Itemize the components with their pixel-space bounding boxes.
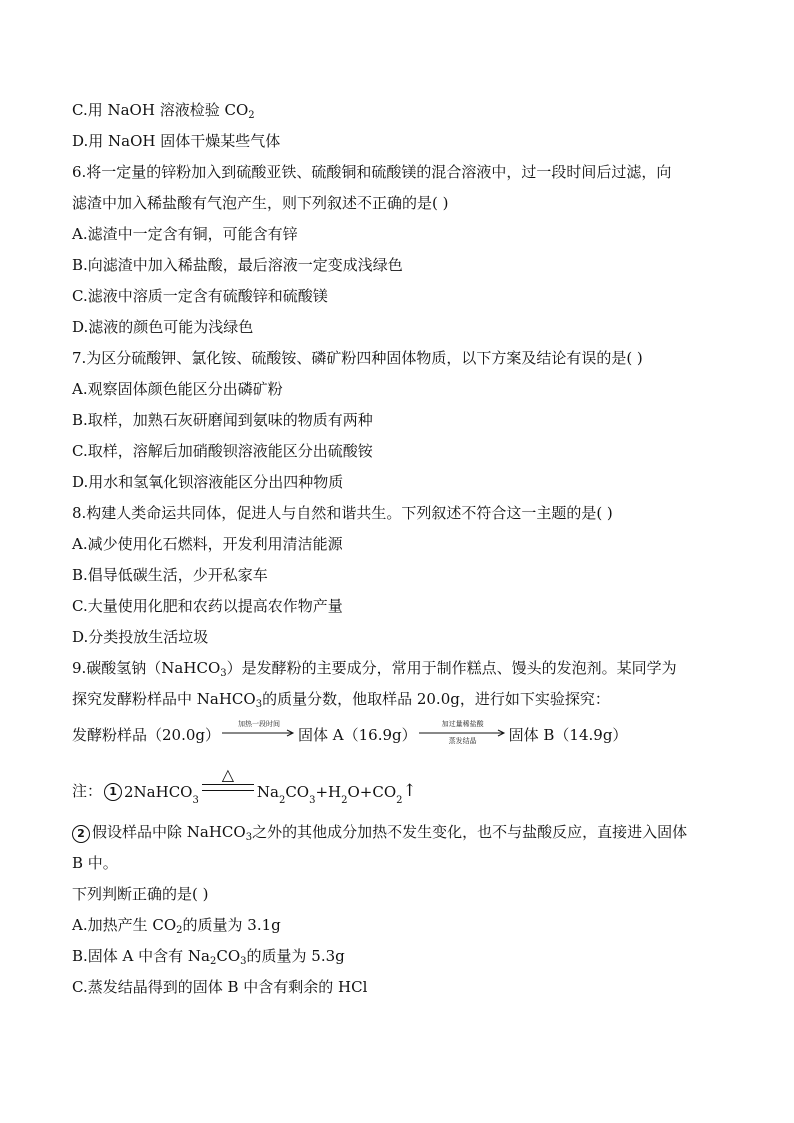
- note-equation: 注： 1 2NaHCO 3 △ Na 2 CO 3 +H 2 O+CO 2 ↑: [72, 765, 417, 806]
- option-text: B.固体 A 中含有 Na: [72, 947, 210, 965]
- question-9-option-b: [72, 941, 722, 972]
- option-text: D.分类投放生活垃圾: [72, 628, 209, 646]
- question-7-option-a: [72, 374, 722, 405]
- option-text: C.用 NaOH 溶液检验 CO: [72, 101, 249, 119]
- question-8-option-d: [72, 622, 722, 653]
- question-6-option-a: [72, 219, 722, 250]
- question-text: 8.构建人类命运共同体，促进人与自然和谐共生。下列叙述不符合这一主题的是( ): [72, 504, 613, 522]
- circled-number-1: 1: [104, 783, 122, 801]
- note-text: B 中。: [72, 854, 118, 872]
- question-7-option-d: [72, 467, 722, 498]
- subscript: 3: [245, 832, 253, 843]
- option-text: D.滤液的颜色可能为浅绿色: [72, 318, 254, 336]
- option-text: C.大量使用化肥和农药以提高农作物产量: [72, 597, 343, 615]
- arrow-label: 加过量稀盐酸: [441, 720, 484, 728]
- flow-arrow-heat: [222, 720, 296, 746]
- flow-end: 固体 B（14.9g）: [508, 726, 628, 744]
- question-9-option-c: [72, 972, 722, 1003]
- question-6-option-c: [72, 281, 722, 312]
- question-6-stem-line2: [72, 188, 722, 219]
- flow-arrow-acid: [419, 720, 507, 746]
- option-text: 的质量为 5.3g: [246, 947, 345, 965]
- subscript: 3: [255, 699, 263, 710]
- question-6-stem-line1: [72, 157, 722, 188]
- note-prefix: 注：: [72, 782, 103, 800]
- option-text: C.取样，溶解后加硝酸钡溶液能区分出硫酸铵: [72, 442, 373, 460]
- subscript: 2: [176, 925, 183, 936]
- question-text: 的质量分数，他取样品 20.0g，进行如下实验探究：: [262, 690, 610, 708]
- note-2-line2: [72, 848, 722, 879]
- flow-start: 发酵粉样品（20.0g）: [72, 726, 221, 744]
- option-text: B.取样，加熟石灰研磨闻到氨味的物质有两种: [72, 411, 373, 429]
- question-text: 探究发酵粉样品中 NaHCO: [72, 690, 256, 708]
- question-8-option-c: [72, 591, 722, 622]
- arrow-label: 加热一段时间: [238, 720, 281, 728]
- option-text: C.蒸发结晶得到的固体 B 中含有剩余的 HCl: [72, 978, 368, 996]
- reaction-condition: [202, 766, 254, 791]
- question-9-option-a: [72, 910, 722, 941]
- question-8-stem: [72, 498, 722, 529]
- option-text: B.倡导低碳生活，少开私家车: [72, 566, 268, 584]
- question-text: 下列判断正确的是( ): [72, 885, 209, 903]
- option-text: 的质量为 3.1g: [182, 916, 281, 934]
- question-text: 6.将一定量的锌粉加入到硫酸亚铁、硫酸铜和硫酸镁的混合溶液中，过一段时间后过滤，向: [72, 163, 672, 181]
- right-arrow-icon: [222, 729, 296, 737]
- option-text: D.用水和氢氧化钡溶液能区分出四种物质: [72, 473, 344, 491]
- subscript: 2: [248, 110, 255, 121]
- option-d-naoh-dry: [72, 126, 722, 157]
- option-text: A.滤渣中一定含有铜，可能含有锌: [72, 225, 298, 243]
- question-7-option-c: [72, 436, 722, 467]
- question-6-option-b: [72, 250, 722, 281]
- eq-reactant: 2NaHCO: [124, 783, 193, 801]
- question-7-stem: [72, 343, 722, 374]
- question-9-stem-line1: [72, 653, 722, 684]
- eq-product: +H: [315, 783, 342, 801]
- flow-mid: 固体 A（16.9g）: [298, 726, 417, 744]
- question-8-option-a: [72, 529, 722, 560]
- question-6-option-d: [72, 312, 722, 343]
- question-text: 9.碳酸氢钠（NaHCO: [72, 659, 221, 677]
- heat-triangle-icon: △: [221, 765, 235, 784]
- option-text: B.向滤渣中加入稀盐酸，最后溶液一定变成浅绿色: [72, 256, 403, 274]
- up-arrow-icon: ↑: [402, 781, 417, 801]
- option-text: D.用 NaOH 固体干燥某些气体: [72, 132, 281, 150]
- subscript: 2: [210, 956, 217, 967]
- arrow-sublabel: 蒸发结晶: [448, 737, 477, 745]
- document-page: [72, 95, 722, 1003]
- option-text: CO: [216, 947, 241, 965]
- experiment-flow: [72, 715, 722, 755]
- question-9-stem-line2: [72, 684, 722, 715]
- note-text: 假设样品中除 NaHCO: [92, 823, 246, 841]
- right-arrow-icon: [419, 729, 507, 737]
- equals-sign: [202, 784, 254, 791]
- note-text: 之外的其他成分加热不发生变化，也不与盐酸反应，直接进入固体: [252, 823, 688, 841]
- question-text: 滤渣中加入稀盐酸有气泡产生，则下列叙述不正确的是( ): [72, 194, 449, 212]
- option-text: A.减少使用化石燃料，开发利用清洁能源: [72, 535, 343, 553]
- subscript: 3: [240, 956, 247, 967]
- subscript: 3: [220, 668, 227, 679]
- circled-number-2: 2: [72, 825, 90, 843]
- question-7-option-b: [72, 405, 722, 436]
- option-c-naoh-co2: [72, 95, 722, 126]
- option-text: A.加热产生 CO: [72, 916, 177, 934]
- note-2-line1: [72, 817, 722, 848]
- question-8-option-b: [72, 560, 722, 591]
- question-text: ）是发酵粉的主要成分，常用于制作糕点、馒头的发泡剂。某同学为: [226, 659, 677, 677]
- question-9-prompt: [72, 879, 722, 910]
- eq-product: CO: [285, 783, 310, 801]
- eq-product: Na: [256, 783, 279, 801]
- eq-product: O+CO: [347, 783, 397, 801]
- question-text: 7.为区分硫酸钾、氯化铵、硫酸铵、磷矿粉四种固体物质，以下方案及结论有误的是( ): [72, 349, 643, 367]
- option-text: A.观察固体颜色能区分出磷矿粉: [72, 380, 283, 398]
- option-text: C.滤液中溶质一定含有硫酸锌和硫酸镁: [72, 287, 328, 305]
